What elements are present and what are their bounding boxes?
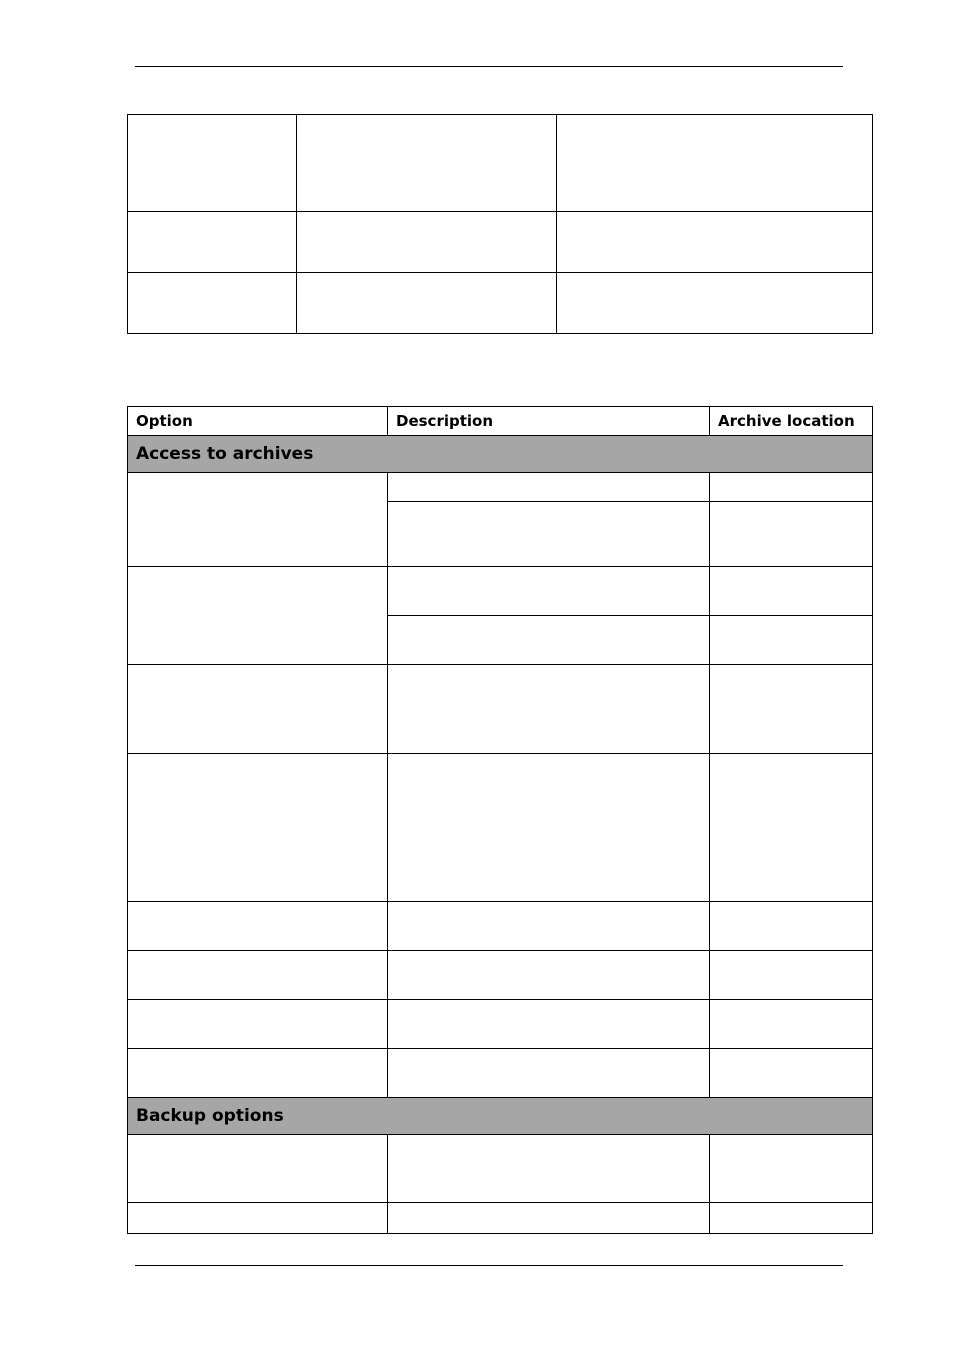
table-cell (388, 567, 710, 616)
section-title: Backup options (128, 1098, 873, 1135)
table-cell (388, 1000, 710, 1049)
table-cell (297, 212, 557, 273)
table-cell (388, 902, 710, 951)
table-cell (128, 212, 297, 273)
options-table (127, 406, 873, 1234)
column-header-archive-location: Archive location (710, 407, 873, 436)
top-table (127, 114, 873, 334)
table-cell (710, 1049, 873, 1098)
table-cell (128, 1049, 388, 1098)
table-cell (388, 754, 710, 902)
column-header-option: Option (128, 407, 388, 436)
table-cell (388, 1049, 710, 1098)
table-cell (557, 212, 873, 273)
table-cell (710, 1203, 873, 1234)
table-row (128, 1000, 873, 1049)
table-cell (710, 1000, 873, 1049)
table-cell (128, 567, 388, 665)
table-cell (128, 1203, 388, 1234)
table-cell (297, 273, 557, 334)
table-row (128, 951, 873, 1000)
table-row (128, 567, 873, 616)
table-cell (388, 473, 710, 502)
table-cell (710, 902, 873, 951)
table-cell (388, 502, 710, 567)
table-row (128, 665, 873, 754)
table-row (128, 1135, 873, 1203)
table-cell (710, 502, 873, 567)
table-cell (710, 665, 873, 754)
table-cell (128, 1135, 388, 1203)
table-cell (710, 473, 873, 502)
column-header-description: Description (388, 407, 710, 436)
table-cell (388, 616, 710, 665)
table-cell (557, 115, 873, 212)
table-row (128, 1049, 873, 1098)
table-row (128, 273, 873, 334)
table-cell (557, 273, 873, 334)
table-row (128, 1203, 873, 1234)
table-cell (128, 473, 388, 567)
header-rule (135, 66, 843, 67)
table-header-row (128, 407, 873, 436)
table-cell (388, 951, 710, 1000)
table-cell (388, 1135, 710, 1203)
table-row (128, 212, 873, 273)
table-cell (388, 1203, 710, 1234)
table-row (128, 902, 873, 951)
table-cell (128, 273, 297, 334)
table-cell (710, 567, 873, 616)
table-row (128, 754, 873, 902)
table-cell (128, 902, 388, 951)
table-cell (128, 665, 388, 754)
table-cell (710, 754, 873, 902)
table-cell (297, 115, 557, 212)
table-row (128, 115, 873, 212)
table-cell (128, 1000, 388, 1049)
table-row (128, 473, 873, 502)
section-row (128, 1098, 873, 1135)
table-cell (710, 951, 873, 1000)
section-title: Access to archives (128, 436, 873, 473)
table-cell (710, 1135, 873, 1203)
table-cell (710, 616, 873, 665)
footer-rule (135, 1265, 843, 1266)
table-cell (128, 754, 388, 902)
table-cell (128, 115, 297, 212)
table-cell (388, 665, 710, 754)
table-cell (128, 951, 388, 1000)
section-row (128, 436, 873, 473)
